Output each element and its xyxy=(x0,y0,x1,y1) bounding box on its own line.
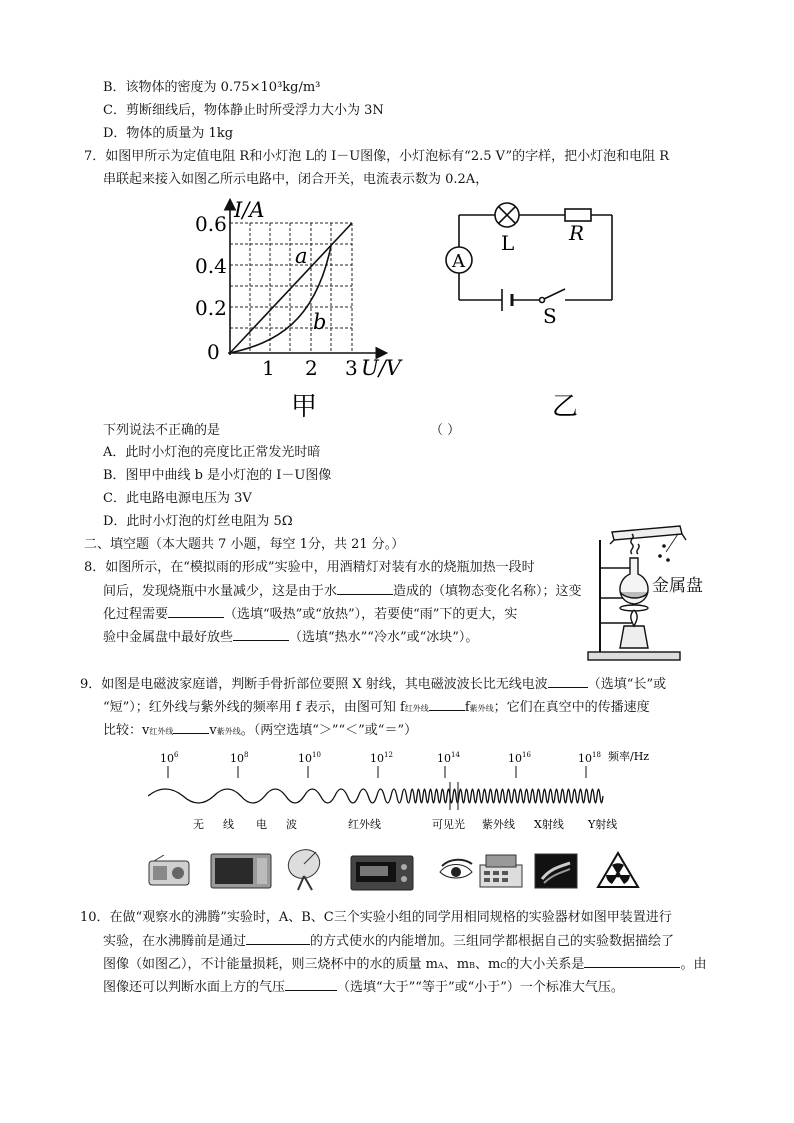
q8-line-2 xyxy=(103,582,582,601)
q8-blank-1[interactable] xyxy=(337,582,393,595)
section-2-title: 二、填空题（本大题共 7 小题，每空 1分，共 21 分。） xyxy=(84,537,405,552)
q10-line-3c: 。由 xyxy=(680,957,707,972)
radio-icon xyxy=(148,855,190,887)
q8-line-3a: 化过程需要 xyxy=(103,607,169,622)
q8-line-4b: （选填“热水”“冷水”或“冰块”）。 xyxy=(289,630,479,645)
freq-label-1e10: $10^{10}$ xyxy=(298,751,321,765)
y-tick-06: 0.6 xyxy=(195,212,227,236)
y-tick-04: 0.4 xyxy=(195,254,227,278)
q7-option-c: C．此电路电源电压为 3V xyxy=(103,491,252,506)
q9-line-2b: f xyxy=(464,700,470,715)
circuit-caption: 乙 xyxy=(552,392,579,420)
x-tick-1: 1 xyxy=(262,356,275,380)
origin-label: 0 xyxy=(207,340,220,364)
prev-option-d: D．物体的质量为 1kg xyxy=(103,126,234,141)
q10-line-4a: 图像还可以判断水面上方的气压 xyxy=(103,980,286,995)
satellite-dish-icon xyxy=(282,846,326,892)
oven-icon xyxy=(350,855,414,891)
q9-sub-infrared: 红外线 xyxy=(404,704,429,713)
eye-icon xyxy=(438,858,474,886)
graph-caption: 甲 xyxy=(291,392,318,418)
x-tick-3: 3 xyxy=(345,356,358,380)
q10-line-1: 10．在做“观察水的沸腾”实验时，A、B、C三个实验小组的同学用相同规格的实验器材如图甲装置进行 xyxy=(80,910,672,925)
lamp-label: L xyxy=(501,231,515,255)
q10-sub-c: C xyxy=(500,961,507,970)
q8-line-2a: 间后，发现烧瓶中水量减少，这是由于水 xyxy=(103,584,338,599)
q10-line-2b: 的方式使水的内能增加。三组同学都根据自己的实验数据描绘了 xyxy=(310,934,675,949)
curve-a xyxy=(230,223,352,353)
q9-sub-ultraviolet: 紫外线 xyxy=(469,704,494,713)
microwave-icon xyxy=(210,853,272,889)
xray-film-icon xyxy=(534,853,578,889)
q10-line-4 xyxy=(103,978,624,997)
freq-label-1e12: $10^{12}$ xyxy=(370,751,393,765)
q9-blank-3[interactable] xyxy=(173,721,209,734)
q10-line-2a: 实验，在水沸腾前是通过 xyxy=(103,934,247,949)
q10-sub-b: B xyxy=(469,961,475,970)
y-tick-02: 0.2 xyxy=(195,296,227,320)
band-radio-1: 无 xyxy=(193,818,204,831)
q9-line-2 xyxy=(103,698,650,718)
q9-line-1a: 9．如图是电磁波家庭谱，判断手骨折部位要照 X 射线，其电磁波波长比无线电波 xyxy=(80,677,548,692)
q8-line-1: 8．如图所示，在“模拟雨的形成”实验中，用酒精灯对装有水的烧瓶加热一段时 xyxy=(84,560,535,575)
q9-line-1 xyxy=(80,675,666,694)
switch-label: S xyxy=(543,304,557,328)
band-radio-4: 波 xyxy=(286,818,297,831)
switch-symbol xyxy=(544,289,565,299)
band-xray: X射线 xyxy=(534,818,564,831)
band-visible: 可见光 xyxy=(432,818,465,831)
x-tick-2: 2 xyxy=(305,356,318,380)
em-spectrum-figure xyxy=(148,744,668,834)
q7-option-d: D．此时小灯泡的灯丝电阻为 5Ω xyxy=(103,514,293,529)
q10-line-3b: 的大小关系是 xyxy=(506,957,585,972)
q10-line-3a: 图像（如图乙），不计能量损耗，则三烧杯中的水的质量 m xyxy=(103,957,438,972)
q10-blank-1[interactable] xyxy=(246,932,310,945)
freq-label-1e6: $10^6$ xyxy=(160,751,179,765)
q8-line-3b: （选填“吸热”或“放热”），若要使“雨”下的更大，实 xyxy=(224,607,518,622)
curve-b-label: b xyxy=(313,310,327,334)
q7-answer-paren: （ ） xyxy=(430,423,461,438)
q10-blank-2[interactable] xyxy=(584,955,680,968)
freq-label-1e8: $10^8$ xyxy=(230,751,249,765)
q7-option-b: B．图甲中曲线 b 是小灯泡的 I－U图像 xyxy=(103,468,332,483)
band-ultraviolet: 紫外线 xyxy=(482,818,515,831)
freq-label-1e14: $10^{14}$ xyxy=(437,751,460,765)
q10-blank-3[interactable] xyxy=(285,978,337,991)
q7-line-2: 串联起来接入如图乙所示电路中，闭合开关，电流表示数为 0.2A， xyxy=(103,172,489,187)
band-infrared: 红外线 xyxy=(348,818,381,831)
q8-line-4 xyxy=(103,628,478,647)
band-radio-2: 线 xyxy=(223,818,234,831)
q9-line-3a: 比较：v xyxy=(103,723,150,738)
prev-option-b: B．该物体的密度为 0.75×10³kg/m³ xyxy=(103,80,321,95)
cash-machine-icon xyxy=(478,853,524,889)
q9-sub-infrared-v: 红外线 xyxy=(149,727,174,736)
iu-graph xyxy=(195,193,425,418)
prev-option-c: C．剪断细线后，物体静止时所受浮力大小为 3N xyxy=(103,103,384,118)
q9-blank-2[interactable] xyxy=(429,698,465,711)
x-axis-label: U/V xyxy=(361,356,401,380)
freq-label-1e16: $10^{16}$ xyxy=(508,751,531,765)
resistor-symbol xyxy=(565,209,591,221)
ammeter-label: A xyxy=(452,251,465,272)
radiation-icon xyxy=(596,851,640,889)
band-gamma: Y射线 xyxy=(588,818,618,831)
q10-line-4b: （选填“大于”“等于”或“小于”）一个标准大气压。 xyxy=(337,980,624,995)
q9-line-1b: （选填“长”或 xyxy=(587,677,667,692)
q9-sub-ultraviolet-v: 紫外线 xyxy=(216,727,241,736)
freq-label-1e18: $10^{18}$ xyxy=(578,751,601,765)
q9-line-2c: ；它们在真空中的传播速度 xyxy=(493,700,650,715)
q10-line-2 xyxy=(103,932,674,951)
q7-line-1: 7．如图甲所示为定值电阻 R和小灯泡 L的 I－U图像，小灯泡标有“2.5 V”的字样，把小灯泡和电阻 R xyxy=(84,149,670,164)
q7-option-a: A．此时小灯泡的亮度比正常发光时暗 xyxy=(103,445,321,460)
q7-stem: 下列说法不正确的是 xyxy=(103,423,221,438)
q9-line-3b: v xyxy=(209,723,217,738)
q10-sub-a: A xyxy=(437,961,444,970)
q8-blank-3[interactable] xyxy=(233,628,289,641)
q9-line-3c: 。（两空选填“＞”“＜”或“＝”） xyxy=(240,723,418,738)
metal-tray-label: 金属盘 xyxy=(652,576,703,596)
q9-line-2a: “短”）；红外线与紫外线的频率用 f 表示，由图可知 f xyxy=(103,700,405,715)
q8-blank-2[interactable] xyxy=(168,605,224,618)
q8-line-2b: 造成的（填物态变化名称）；这变 xyxy=(393,584,582,599)
freq-unit-label: 频率/Hz xyxy=(608,750,650,763)
curve-a-label: a xyxy=(295,244,308,268)
resistor-label: R xyxy=(569,221,585,245)
q8-line-4a: 验中金属盘中最好放些 xyxy=(103,630,234,645)
band-radio-3: 电 xyxy=(256,818,267,831)
q8-line-3 xyxy=(103,605,517,624)
circuit-diagram xyxy=(440,195,620,420)
q9-line-3 xyxy=(103,721,417,741)
y-axis-label: I/A xyxy=(234,198,265,222)
q10-line-3: 图像（如图乙），不计能量损耗，则三烧杯中的水的质量 mA、mB、mC的大小关系是 。由 xyxy=(103,957,707,972)
q9-blank-1[interactable] xyxy=(548,675,588,688)
spectrum-wave xyxy=(148,789,603,803)
